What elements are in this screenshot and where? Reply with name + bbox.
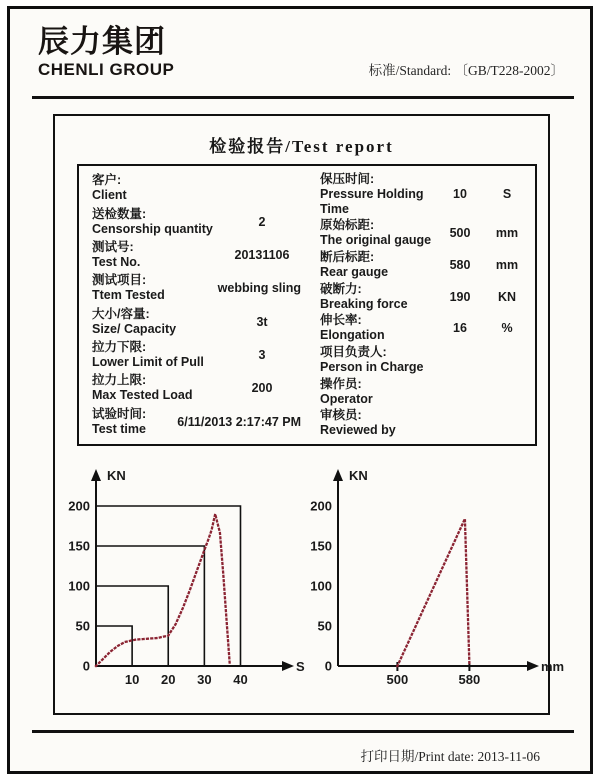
row-value: 16 [453,321,467,336]
row-label-en: Test No. [92,254,141,269]
row-label-cn: 保压时间: [320,171,375,186]
row-value: 6/11/2013 2:17:47 PM [177,414,301,429]
print-date: 打印日期/Print date: 2013-11-06 [360,749,540,764]
table-row [79,307,307,337]
header-rule [32,96,574,99]
row-label-en: Client [92,188,127,203]
svg-text:0: 0 [324,658,332,674]
row-label-cn: 操作员: [320,376,362,391]
row-label-cn: 客户: [92,173,122,188]
row-label-cn: 断后标距: [320,249,375,264]
row-unit: KN [497,289,517,304]
row-label-en: Test time [92,421,146,436]
svg-text:200: 200 [68,498,90,514]
company-name-chinese: 辰力集团 [38,24,166,59]
row-label-cn: 拉力下限: [92,339,147,354]
spec-table-left-column [79,166,307,444]
svg-text:40: 40 [233,672,248,687]
svg-text:20: 20 [161,672,176,687]
report-title: 检验报告/Test report [209,137,394,156]
table-row [307,250,535,280]
table-row [79,407,307,437]
row-value: 10 [453,187,467,202]
table-row [307,172,535,217]
row-unit: % [501,321,513,336]
table-row [307,377,535,407]
svg-text:100: 100 [68,578,90,594]
row-label-en: Person in Charge [320,359,424,374]
row-value: 20131106 [234,247,290,262]
row-label-cn: 大小/容量: [92,306,150,321]
row-label-cn: 原始标距: [320,218,375,233]
row-label-en: Pressure Holding Time [320,186,424,216]
svg-text:50: 50 [75,618,90,634]
report-page [7,6,593,774]
charts-section [55,464,565,704]
row-value: 200 [251,381,273,396]
report-body-box [53,114,565,715]
svg-text:KN: KN [349,468,368,483]
svg-text:0: 0 [82,658,90,674]
svg-text:580: 580 [458,672,481,687]
table-row [307,408,535,438]
svg-text:100: 100 [310,578,332,594]
row-value: 3t [256,314,268,329]
svg-text:50: 50 [317,618,332,634]
row-label-cn: 测试号: [92,239,134,254]
table-row [79,173,307,203]
spec-table [77,164,537,446]
row-label-cn: 送检数量: [92,206,147,221]
row-label-en: Breaking force [320,296,408,311]
row-value: webbing sling [217,281,301,296]
svg-text:30: 30 [197,672,212,687]
row-label-en: Rear gauge [320,264,389,279]
svg-text:KN: KN [107,468,126,483]
table-row [79,373,307,403]
table-row [79,340,307,370]
spec-table-right-column [307,166,535,444]
row-label-cn: 项目负责人: [320,344,387,359]
table-row [307,345,535,375]
row-value: 190 [449,289,471,304]
row-label-en: Ttem Tested [92,288,165,303]
table-row [79,207,307,237]
force-time-chart [58,464,303,704]
row-label-en: Size/ Capacity [92,321,177,336]
row-label-cn: 审核员: [320,408,362,423]
svg-text:mm: mm [541,659,565,674]
svg-text:150: 150 [310,538,332,554]
row-value: 3 [258,347,266,362]
row-label-en: Censorship quantity [92,221,213,236]
svg-text:S: S [296,659,305,674]
row-label-cn: 测试项目: [92,273,147,288]
row-label-en: Reviewed by [320,423,396,438]
svg-text:150: 150 [68,538,90,554]
row-label-en: Max Tested Load [92,388,193,403]
row-label-cn: 伸长率: [320,313,362,328]
row-label-en: Lower Limit of Pull [92,354,204,369]
svg-text:10: 10 [124,672,140,687]
table-row [79,273,307,303]
row-value: 580 [449,257,471,272]
row-unit: S [502,187,512,202]
row-label-en: The original gauge [320,233,432,248]
footer-rule [32,730,574,733]
table-row [307,282,535,312]
row-unit: mm [495,257,519,272]
row-label-en: Elongation [320,328,385,343]
svg-text:500: 500 [386,672,409,687]
row-unit: mm [495,226,519,241]
force-extension-chart [308,464,563,704]
row-label-cn: 试验时间: [92,406,147,421]
table-row [307,313,535,343]
row-label-en: Operator [320,391,373,406]
row-value: 500 [449,226,471,241]
table-row [79,240,307,270]
row-label-cn: 破断力: [320,281,362,296]
row-label-cn: 拉力上限: [92,373,147,388]
company-logo [38,25,174,80]
svg-text:200: 200 [310,498,332,514]
row-value: 2 [258,214,266,229]
standard-reference: 标准/Standard: 〔GB/T228-2002〕 [368,63,564,78]
company-name-english: CHENLI GROUP [38,60,175,80]
table-row [307,218,535,248]
